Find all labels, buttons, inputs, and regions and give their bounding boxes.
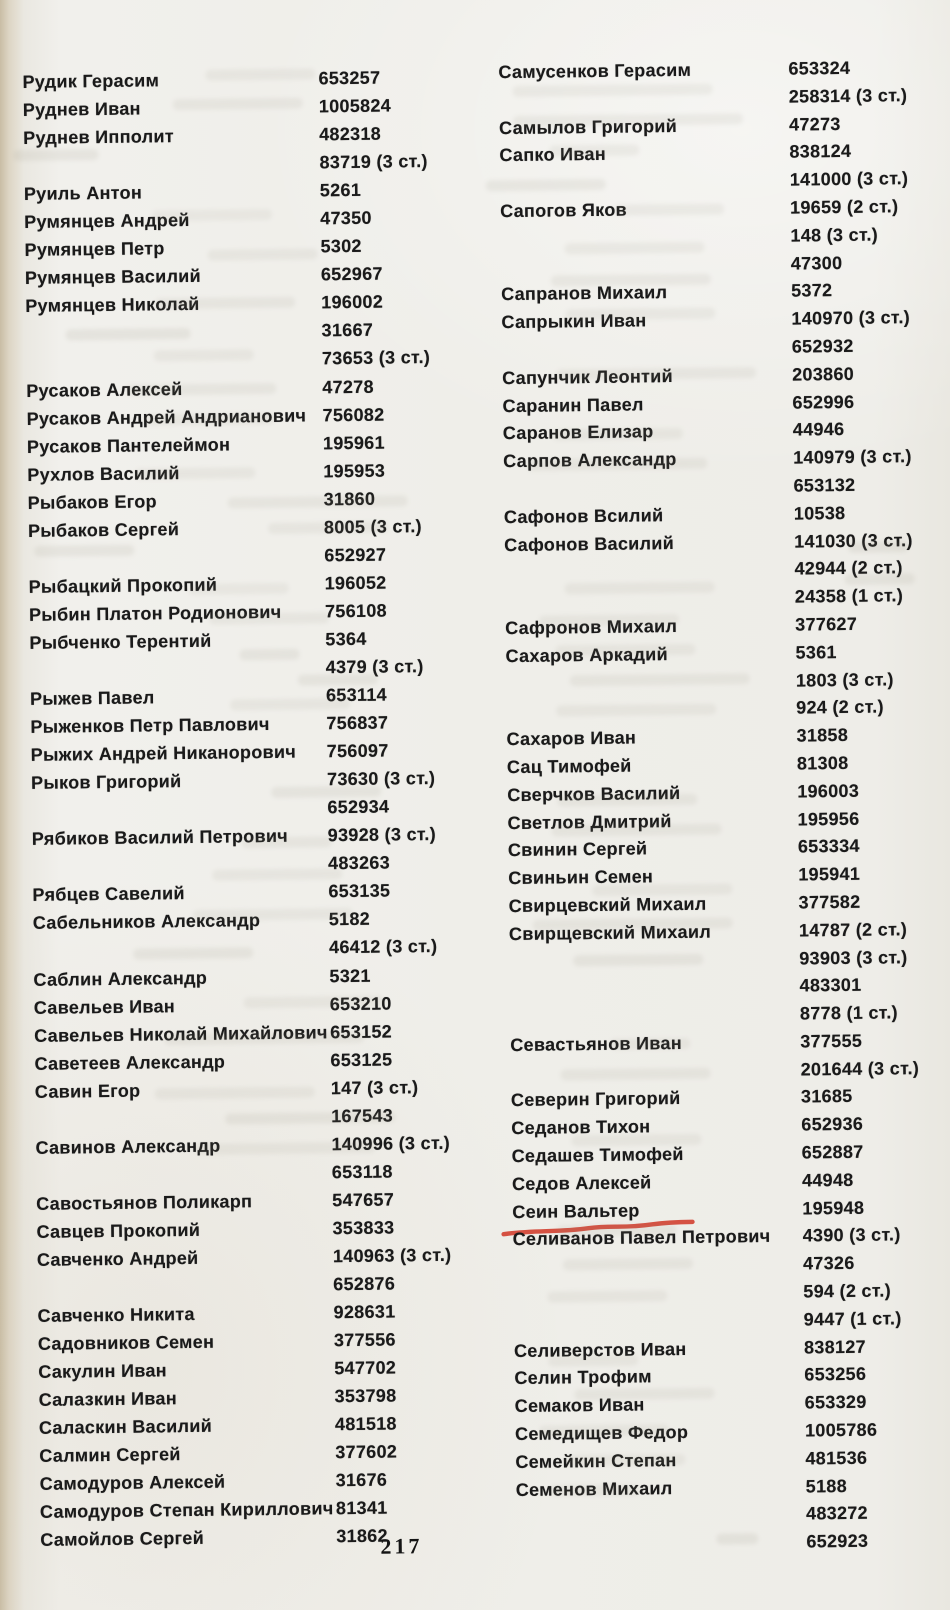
person-name: Саласкин Василий <box>38 1416 213 1439</box>
ink-bleed-smudge <box>195 1142 375 1155</box>
person-name: Русаков Пантелеймон <box>26 434 231 457</box>
record-number: 377602 <box>335 1441 398 1463</box>
person-name: Семедищев Федор <box>514 1421 689 1445</box>
person-name: Семаков Иван <box>514 1394 645 1417</box>
ink-bleed-smudge <box>565 308 715 321</box>
record-number: 653256 <box>804 1364 867 1385</box>
ink-bleed-smudge <box>575 1388 715 1401</box>
registry-entry <box>40 1521 492 1555</box>
person-name: Савинов Александр <box>35 1135 221 1158</box>
person-name: Руиль Антон <box>23 182 143 205</box>
record-number: 653329 <box>804 1392 867 1413</box>
person-name: Семенов Михаил <box>515 1477 673 1500</box>
ink-bleed-smudge <box>614 203 724 215</box>
ink-bleed-smudge <box>539 614 679 627</box>
person-name: Самылов Григорий <box>498 115 678 138</box>
record-number: 928631 <box>333 1301 396 1323</box>
person-name: Рудик Герасим <box>22 70 160 92</box>
ink-bleed-smudge <box>205 68 315 80</box>
person-name: Рыков Григорий <box>30 771 182 794</box>
registry-column-left <box>22 62 492 1554</box>
page-number: 217 <box>380 1533 423 1559</box>
record-number: 196002 <box>321 291 384 313</box>
person-name: Савельев Николай Михайлович <box>34 1021 328 1046</box>
person-name: Рыбаков Егор <box>27 491 157 513</box>
record-number: 653152 <box>330 1021 393 1042</box>
person-name: Саблин Александр <box>33 967 208 990</box>
person-name: Рыбаков Сергей <box>27 518 180 541</box>
person-name: Сверчков Василий <box>507 782 681 805</box>
ink-bleed-smudge <box>549 144 639 156</box>
person-name: Самодуров Алексей <box>39 1471 226 1495</box>
ink-bleed-smudge <box>133 947 253 959</box>
person-name: Рыженков Петр Павлович <box>30 714 270 738</box>
person-name: Сапрыкин Иван <box>501 310 647 333</box>
person-name: Сарпов Александр <box>503 449 677 472</box>
ink-bleed-smudge <box>557 794 697 807</box>
record-number: 756082 <box>322 404 385 425</box>
person-name: Самойлов Сергей <box>40 1528 205 1551</box>
person-name: Сац Тимофей <box>506 755 632 778</box>
record-number: 1803 (3 ст.) <box>795 668 894 691</box>
ink-bleed-smudge <box>230 698 350 710</box>
person-name: Садовников Семен <box>37 1331 215 1354</box>
record-number: 652887 <box>801 1141 864 1163</box>
person-name: Савченко Никита <box>37 1304 195 1326</box>
ink-bleed-smudge <box>135 467 255 479</box>
person-name: Севастьянов Иван <box>510 1032 683 1055</box>
person-name: Саветеев Александр <box>34 1051 226 1074</box>
record-number: 652936 <box>801 1114 864 1135</box>
ink-bleed-smudge <box>268 522 388 534</box>
person-name: Сапогов Яков <box>500 199 628 222</box>
record-number: 4379 (3 ст.) <box>325 656 424 678</box>
person-name: Рыжев Павел <box>29 687 155 709</box>
record-number: 482318 <box>319 123 382 145</box>
record-number: 196003 <box>797 780 860 802</box>
person-name: Салмин Сергей <box>39 1444 181 1467</box>
person-name: Сабельников Александр <box>32 910 261 934</box>
record-number: 353798 <box>334 1385 397 1407</box>
record-number: 5188 <box>805 1475 848 1497</box>
record-number: 756108 <box>324 600 387 622</box>
ink-bleed-smudge <box>225 1111 395 1124</box>
ink-bleed-smudge <box>565 1454 685 1466</box>
ink-bleed-smudge <box>610 1038 690 1050</box>
person-name: Саранов Елизар <box>502 421 654 444</box>
ink-bleed-smudge <box>298 674 378 686</box>
record-number: 1005824 <box>318 95 392 117</box>
record-number: 83719 (3 ст.) <box>319 151 428 173</box>
record-number: 47350 <box>320 207 372 229</box>
ink-bleed-smudge <box>239 649 299 661</box>
ink-bleed-smudge <box>848 541 908 553</box>
person-name: Сафронов Михаил <box>505 615 678 639</box>
record-number: 481518 <box>334 1413 397 1435</box>
person-name: Селиверстов Иван <box>513 1338 687 1361</box>
ink-bleed-smudge <box>271 786 381 798</box>
record-number: 140963 (3 ст.) <box>332 1244 452 1267</box>
ink-bleed-smudge <box>242 836 332 848</box>
record-number: 47326 <box>802 1253 855 1274</box>
ink-bleed-smudge <box>126 383 276 396</box>
record-number: 195941 <box>798 863 861 885</box>
record-number: 481536 <box>805 1447 868 1469</box>
person-name: Саранин Павел <box>502 393 644 416</box>
record-number: 547657 <box>332 1189 395 1211</box>
person-name: Рыбацкий Прокопий <box>28 574 218 597</box>
person-name: Седашев Тимофей <box>511 1144 684 1167</box>
person-name: Селин Трофим <box>514 1366 652 1389</box>
record-number: 5372 <box>791 280 833 301</box>
record-number: 653125 <box>330 1049 393 1070</box>
person-name: Сапранов Михаил <box>501 282 668 305</box>
person-name: Седов Алексей <box>511 1172 652 1194</box>
record-number: 8778 (1 ст.) <box>799 1002 898 1024</box>
ink-bleed-smudge <box>548 1355 638 1367</box>
record-number: 653210 <box>329 993 392 1014</box>
record-number: 483263 <box>327 852 391 874</box>
record-number: 377555 <box>800 1030 863 1052</box>
record-number: 195956 <box>797 808 860 830</box>
ink-bleed-smudge <box>173 98 303 111</box>
ink-bleed-smudge <box>155 1086 315 1099</box>
person-name: Свинин Сергей <box>507 838 648 861</box>
record-number: 8005 (3 ст.) <box>323 515 422 538</box>
record-number: 652923 <box>806 1530 869 1552</box>
record-number: 46412 (3 ст.) <box>328 936 438 958</box>
record-number: 195953 <box>323 460 386 481</box>
ink-bleed-smudge <box>539 1424 669 1437</box>
record-number: 203860 <box>792 363 855 385</box>
record-number: 353833 <box>332 1217 395 1239</box>
person-name: Светлов Дмитрий <box>507 810 672 833</box>
record-number: 140970 (3 ст.) <box>791 307 911 329</box>
record-number: 140979 (3 ст.) <box>793 446 912 468</box>
record-number: 201644 (3 ст.) <box>800 1057 920 1080</box>
person-name: Семейкин Степан <box>515 1449 677 1472</box>
ink-bleed-smudge <box>34 545 134 557</box>
ink-bleed-smudge <box>563 1258 693 1271</box>
record-number: 5364 <box>325 628 367 650</box>
record-number: 31858 <box>796 725 849 746</box>
person-name: Рухлов Василий <box>27 462 180 485</box>
record-number: 10538 <box>793 502 846 524</box>
ink-bleed-smudge <box>565 242 705 255</box>
ink-bleed-smudge <box>553 428 683 441</box>
ink-bleed-smudge <box>13 149 98 161</box>
record-number: 167543 <box>331 1105 394 1127</box>
record-number: 653118 <box>331 1161 393 1183</box>
ink-bleed-smudge <box>547 1290 667 1302</box>
record-number: 9447 (1 ст.) <box>803 1308 902 1330</box>
record-number: 5321 <box>329 965 371 986</box>
record-number: 377556 <box>333 1329 396 1351</box>
record-number: 195961 <box>322 432 385 453</box>
record-number: 4390 (3 ст.) <box>802 1224 901 1246</box>
person-name: Сахаров Аркадий <box>505 643 669 666</box>
record-number: 653334 <box>797 836 860 857</box>
ink-bleed-smudge <box>555 644 695 657</box>
record-number: 47300 <box>790 252 843 274</box>
person-name: Сахаров Иван <box>506 727 637 750</box>
person-name: Русаков Алексей <box>26 378 183 401</box>
record-number: 652927 <box>324 544 387 566</box>
person-name: Свирцевский Михаил <box>508 893 707 917</box>
ink-bleed-smudge <box>154 349 254 361</box>
ink-bleed-smudge <box>557 1224 677 1236</box>
ink-bleed-smudge <box>592 883 732 896</box>
record-number: 93928 (3 ст.) <box>327 824 437 846</box>
person-name: Седанов Тихон <box>511 1116 651 1139</box>
person-name: Свирщевский Михаил <box>508 921 712 944</box>
record-number: 24358 (1 ст.) <box>794 585 904 607</box>
person-name: Рыбин Платон Родионович <box>28 601 282 625</box>
record-number: 147 (3 ст.) <box>330 1076 419 1098</box>
record-number: 838124 <box>789 141 852 162</box>
person-name: Салазкин Иван <box>38 1388 178 1411</box>
person-name: Селиванов Павел Петрович <box>512 1226 771 1250</box>
record-number: 5302 <box>320 236 362 257</box>
record-number: 5182 <box>328 909 371 930</box>
record-number: 377582 <box>798 891 861 913</box>
record-number: 652876 <box>333 1273 396 1295</box>
person-name: Савченко Андрей <box>36 1247 199 1270</box>
record-number: 73630 (3 ст.) <box>326 768 436 790</box>
record-number: 653114 <box>325 684 388 706</box>
person-name: Свиньин Семен <box>508 866 654 889</box>
record-number: 483272 <box>805 1503 869 1524</box>
person-name: Самодуров Степан Кириллович <box>39 1498 334 1523</box>
ink-bleed-smudge <box>209 612 329 624</box>
record-number: 1005786 <box>804 1419 878 1441</box>
record-number: 44948 <box>801 1169 854 1191</box>
ink-bleed-smudge <box>527 458 707 471</box>
person-name: Рыжих Андрей Никанорович <box>30 741 297 766</box>
person-name: Сапунчик Леонтий <box>502 365 674 388</box>
record-number: 838127 <box>803 1336 867 1358</box>
record-number: 141030 (3 ст.) <box>794 529 913 552</box>
person-name: Савцев Прокопий <box>36 1219 201 1242</box>
record-number: 377627 <box>795 613 858 635</box>
record-number: 5361 <box>795 641 837 663</box>
person-name: Савельев Иван <box>33 995 176 1018</box>
ink-bleed-smudge <box>486 179 606 191</box>
record-number: 31667 <box>321 320 374 341</box>
record-number: 756837 <box>326 712 389 734</box>
person-name: Румянцев Василий <box>24 266 202 289</box>
person-name: Румянцев Андрей <box>24 210 190 233</box>
ink-bleed-smudge <box>556 704 716 717</box>
ink-bleed-smudge <box>193 908 353 921</box>
record-number: 5261 <box>319 180 362 201</box>
person-name: Рыбченко Терентий <box>29 630 212 653</box>
record-number: 653132 <box>793 474 856 496</box>
record-number: 258314 (3 ст.) <box>788 84 908 107</box>
record-number: 195948 <box>802 1197 865 1219</box>
person-name: Сафонов Василий <box>504 532 675 555</box>
ink-bleed-smudge <box>66 328 191 341</box>
person-name: Савин Егор <box>34 1080 141 1102</box>
record-number: 756097 <box>326 740 389 762</box>
person-name: Румянцев Николай <box>25 294 200 317</box>
person-name: Самусенков Герасим <box>498 59 692 83</box>
record-number: 81341 <box>335 1498 388 1519</box>
record-number: 140996 (3 ст.) <box>331 1132 451 1155</box>
record-number: 652934 <box>327 796 390 818</box>
ink-bleed-smudge <box>228 495 408 508</box>
record-number: 652967 <box>320 263 383 285</box>
person-name: Руднев Ипполит <box>23 126 174 149</box>
record-number: 73653 (3 ст.) <box>321 347 431 369</box>
ink-bleed-smudge <box>155 297 295 310</box>
person-name: Рябиков Василий Петрович <box>31 826 289 850</box>
record-number: 148 (3 ст.) <box>790 224 879 246</box>
ink-bleed-smudge <box>244 996 384 1009</box>
record-number: 594 (2 ст.) <box>803 1280 892 1302</box>
record-number: 47273 <box>788 113 841 135</box>
ink-bleed-smudge <box>212 868 342 881</box>
ink-bleed-smudge <box>570 673 750 686</box>
record-number: 652996 <box>792 391 855 413</box>
person-name: Рябцев Савелий <box>32 883 185 906</box>
ink-bleed-smudge <box>565 582 715 595</box>
record-number: 196052 <box>324 572 387 594</box>
record-number: 31685 <box>800 1086 853 1108</box>
record-number: 652932 <box>791 335 854 357</box>
ink-bleed-smudge <box>145 413 275 426</box>
record-number: 653257 <box>318 67 381 89</box>
record-number: 19659 (2 ст.) <box>789 196 899 218</box>
ink-bleed-smudge <box>845 573 915 585</box>
person-name: Сакулин Иван <box>38 1360 168 1383</box>
ink-bleed-smudge <box>716 1533 758 1545</box>
record-number: 653324 <box>788 57 851 79</box>
ink-bleed-smudge <box>571 1134 701 1147</box>
ink-bleed-smudge <box>550 1485 640 1497</box>
ink-bleed-smudge <box>208 248 318 260</box>
person-name: Савостьянов Поликарп <box>36 1191 253 1214</box>
person-name: Сапко Иван <box>499 144 607 166</box>
record-number: 42944 (2 ст.) <box>794 557 903 579</box>
ink-bleed-smudge <box>152 209 272 221</box>
record-number: 81308 <box>796 752 849 774</box>
person-name: Северин Григорий <box>510 1088 681 1111</box>
record-number: 653135 <box>328 880 391 902</box>
person-name: Румянцев Петр <box>24 238 165 261</box>
person-name: Русаков Андрей Андрианович <box>26 405 307 429</box>
record-number: 93903 (3 ст.) <box>799 946 908 969</box>
record-number: 141000 (3 ст.) <box>789 168 909 190</box>
person-name: Руднев Иван <box>22 98 141 121</box>
ink-bleed-smudge <box>189 583 289 595</box>
record-number: 483301 <box>799 975 862 996</box>
ink-bleed-smudge <box>551 274 711 287</box>
record-number: 31676 <box>335 1469 388 1491</box>
record-number: 14787 (2 ст.) <box>798 918 908 941</box>
record-number: 31860 <box>323 488 376 510</box>
ink-bleed-smudge <box>561 1068 711 1081</box>
person-name: Сафонов Всилий <box>503 504 664 527</box>
ink-bleed-smudge <box>573 954 703 967</box>
record-number: 547702 <box>334 1357 397 1379</box>
ink-bleed-smudge <box>552 823 722 836</box>
record-number: 924 (2 ст.) <box>796 696 884 718</box>
record-number: 44946 <box>792 419 845 440</box>
person-name: Сеин Вальтер <box>512 1199 640 1223</box>
record-number: 47278 <box>322 376 374 397</box>
record-number: 31862 <box>336 1526 388 1547</box>
